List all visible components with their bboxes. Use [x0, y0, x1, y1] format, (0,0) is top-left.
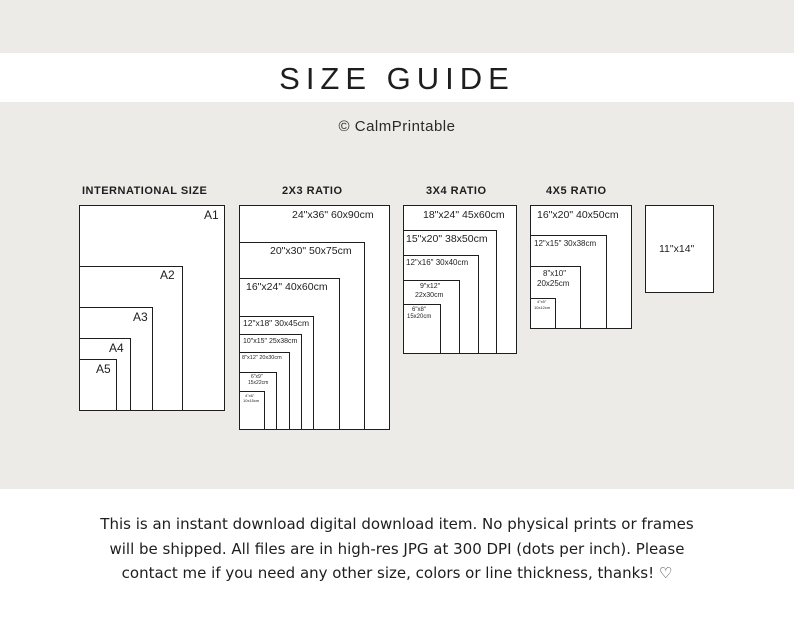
size-label-4x5-cm: 10x12cm — [534, 305, 551, 310]
copyright-credit: © CalmPrintable — [338, 118, 456, 135]
size-label-4x6-cm: 10x15cm — [243, 398, 260, 403]
size-label-8x12: 8"x12" 20x30cm — [242, 355, 282, 361]
size-label-9x12: 9"x12" — [420, 283, 441, 290]
size-label-a3: A3 — [133, 310, 148, 324]
size-label-a4: A4 — [109, 341, 124, 355]
size-label-a2: A2 — [160, 268, 175, 282]
size-label-12x15: 12"x15" 30x38cm — [534, 239, 597, 248]
size-label-9x12-cm: 22x30cm — [415, 292, 444, 299]
page-title: SIZE GUIDE — [279, 61, 515, 96]
top-band — [0, 0, 794, 53]
label-2x3-ratio: 2X3 RATIO — [282, 185, 343, 197]
size-label-12x16: 12"x16" 30x40cm — [406, 258, 469, 267]
size-label-16x24: 16"x24" 40x60cm — [246, 281, 328, 293]
size-label-6x8: 6"x8" — [412, 307, 426, 313]
size-label-15x20: 15"x20" 38x50cm — [406, 233, 488, 245]
size-label-8x10-cm: 20x25cm — [537, 279, 570, 288]
size-label-20x30: 20"x30" 50x75cm — [270, 245, 352, 257]
size-label-6x9-cm: 15x22cm — [248, 380, 269, 386]
label-3x4-ratio: 3X4 RATIO — [426, 185, 487, 197]
size-label-6x9: 6"x9" — [251, 374, 263, 380]
download-note: This is an instant download digital download item. No physical prints or frames will be shipped. All files are in high-res JPG at 300 DPI (dots per inch). Please contact me if you need any other size, colors or line thickness, thanks! ♡ — [100, 515, 694, 582]
label-international-size: INTERNATIONAL SIZE — [82, 185, 208, 197]
size-label-4x6: 4"x6" — [245, 393, 255, 398]
size-label-12x18: 12"x18" 30x45cm — [243, 318, 310, 328]
size-label-11x14: 11"x14" — [659, 243, 695, 255]
size-label-4x5: 4"x5" — [537, 299, 547, 304]
size-label-8x10: 8"x10" — [543, 269, 567, 278]
size-label-a5: A5 — [96, 362, 111, 376]
size-label-16x20: 16"x20" 40x50cm — [537, 209, 619, 221]
label-4x5-ratio: 4X5 RATIO — [546, 185, 607, 197]
size-label-24x36: 24"x36" 60x90cm — [292, 209, 374, 221]
size-label-6x8-cm: 15x20cm — [407, 314, 432, 320]
size-label-10x15: 10"x15" 25x38cm — [243, 338, 298, 345]
size-label-18x24: 18"x24" 45x60cm — [423, 209, 505, 221]
size-label-a1: A1 — [204, 208, 219, 222]
